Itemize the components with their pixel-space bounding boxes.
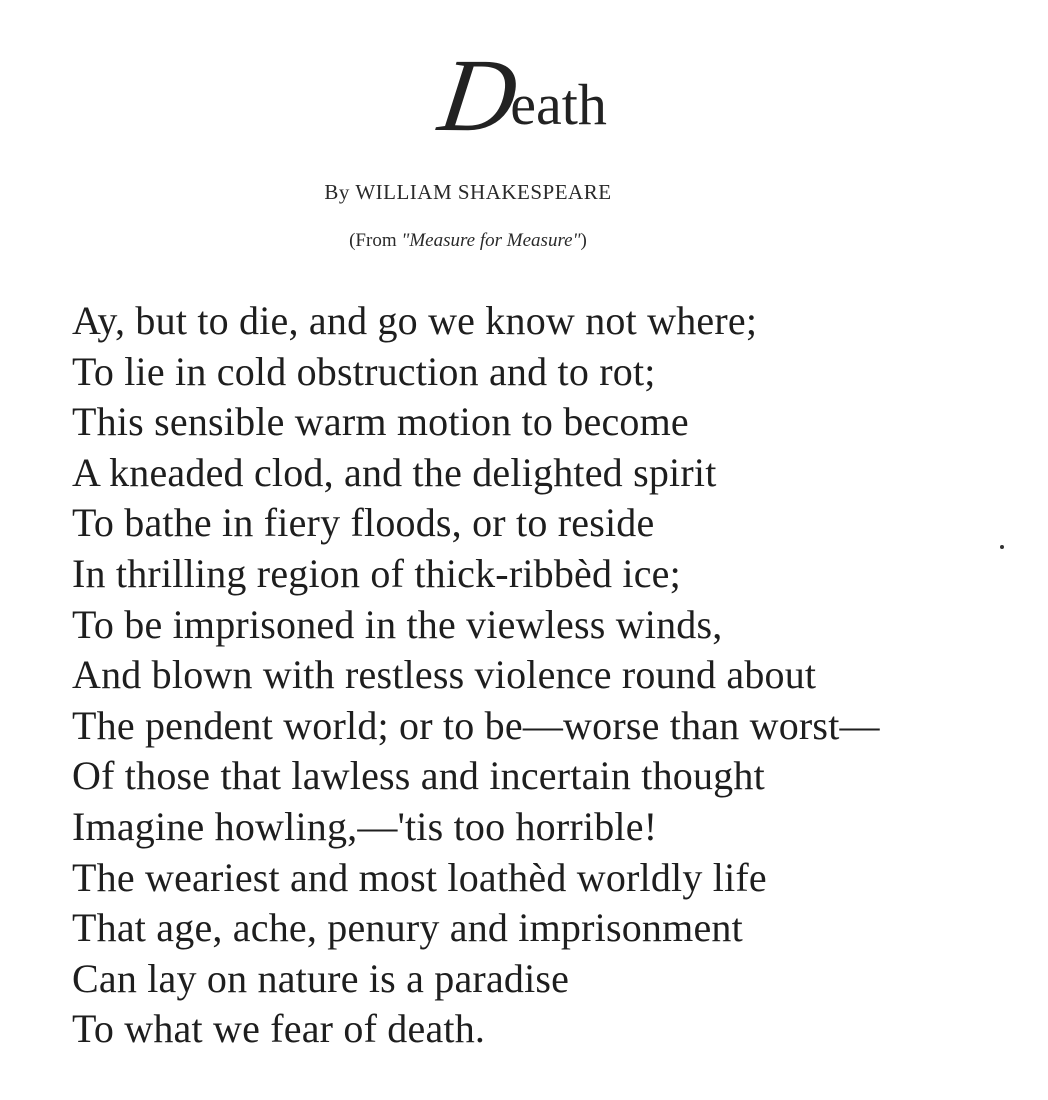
poem-line-12: The weariest and most loathèd worldly life <box>72 854 767 900</box>
poem-line-8: And blown with restless violence round about <box>72 652 817 698</box>
poem-line-9: The pendent world; or to be—worse than worst— <box>72 702 880 748</box>
poem-line-3: This sensible warm motion to become <box>72 399 689 445</box>
title-initial: D <box>433 38 525 153</box>
poem-line-2: To lie in cold obstruction and to rot; <box>72 348 656 394</box>
poem-line-7: To be imprisoned in the viewless winds, <box>72 601 723 647</box>
poem-line-4: A kneaded clod, and the delighted spirit <box>72 449 717 495</box>
poem-line-1: Ay, but to die, and go we know not where; <box>72 298 758 343</box>
source-work: "Measure for Measure" <box>401 230 581 251</box>
poem-line-10: Of those that lawless and incertain thought <box>72 753 765 799</box>
poem-line-11: Imagine howling,—'tis too horrible! <box>72 803 658 849</box>
scan-speck <box>1000 545 1004 549</box>
source-close: ) <box>580 230 587 251</box>
source-open: (From <box>349 230 402 251</box>
source-note <box>0 230 936 252</box>
byline-prefix: By <box>324 180 350 204</box>
title-rest: eath <box>510 72 607 137</box>
poem-line-13: That age, ache, penury and imprisonment <box>72 905 743 951</box>
poem-line-6: In thrilling region of thick-ribbèd ice; <box>72 550 681 596</box>
poem-title <box>0 38 1048 153</box>
poem-line-15: To what we fear of death. <box>72 1006 486 1052</box>
byline <box>0 180 936 205</box>
poem-body <box>72 296 1032 1055</box>
poem-line-5: To bathe in fiery floods, or to reside <box>72 500 655 546</box>
author-name: WILLIAM SHAKESPEARE <box>355 180 612 204</box>
poem-line-14: Can lay on nature is a paradise <box>72 955 570 1001</box>
